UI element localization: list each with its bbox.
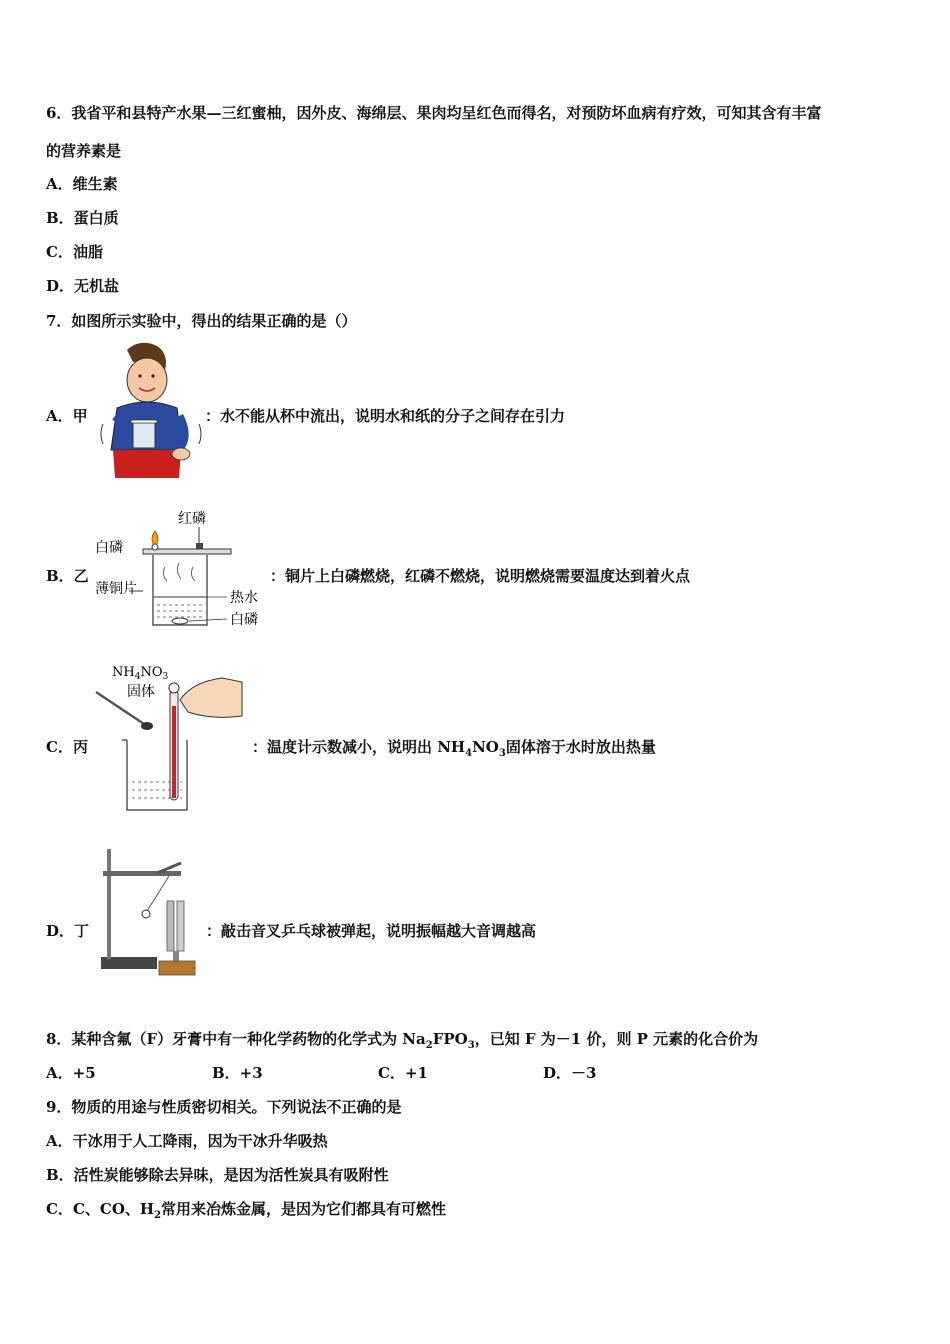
q8-option-b: B．+3 (212, 1064, 263, 1082)
q7-option-d-label: D．丁 (46, 922, 90, 940)
q6-option-b: B．蛋白质 (46, 209, 119, 227)
label-solid: 固体 (127, 684, 155, 700)
q8-option-d: D．－3 (543, 1064, 597, 1082)
label-copper-sheet: 薄铜片 (95, 581, 137, 597)
tuning-fork-figure (95, 845, 205, 980)
q7-stem: 7．如图所示实验中，得出的结果正确的是（） (46, 312, 357, 330)
q7-option-c-text: ：温度计示数减小，说明出 $NH_4NO_3$固体溶于水时放出热量 (252, 738, 656, 759)
q7-option-c-label: C．丙 (46, 738, 88, 756)
label-nh4no3: $NH_4NO_3$ (112, 665, 169, 682)
q9-stem: 9．物质的用途与性质密切相关。下列说法不正确的是 (46, 1098, 402, 1116)
label-red-phosphorus: 红磷 (178, 511, 206, 527)
q6-option-c: C．油脂 (46, 243, 103, 261)
phosphorus-combustion-figure (95, 505, 275, 630)
q9-option-b: B．活性炭能够除去异味，是因为活性炭具有吸附性 (46, 1166, 389, 1184)
q6-option-d: D．无机盐 (46, 277, 120, 295)
q8-stem: 8．某种含氟（F）牙膏中有一种化学药物的化学式为 $Na_2FPO_3$，已知 F 为－1 价，则 P 元素的化合价为 (46, 1030, 759, 1051)
q6-stem-line2: 的营养素是 (46, 142, 122, 160)
q9-option-a: A．干冰用于人工降雨，因为干冰升华吸热 (46, 1132, 328, 1150)
q9-option-c: C．C、CO、$H_2$常用来冶炼金属，是因为它们都具有可燃性 (46, 1200, 447, 1221)
thermometer-beaker-figure (92, 660, 252, 815)
q7-option-b-label: B．乙 (46, 567, 89, 585)
q8-option-a: A．+5 (46, 1064, 96, 1082)
q7-option-d-text: ：敲击音叉乒乓球被弹起，说明振幅越大音调越高 (206, 922, 537, 940)
q6-option-a: A．维生素 (46, 175, 118, 193)
q7-option-b-text: ：铜片上白磷燃烧，红磷不燃烧，说明燃烧需要温度达到着火点 (270, 567, 691, 585)
label-white-phosphorus-bottom: 白磷 (230, 612, 258, 628)
q7-option-a-label: A．甲 (46, 407, 88, 425)
q7-option-a-text: ：水不能从杯中流出，说明水和纸的分子之间存在引力 (205, 407, 566, 425)
label-hot-water: 热水 (230, 590, 258, 606)
q6-stem-line1: 6．我省平和县特产水果—三红蜜柚，因外皮、海绵层、果肉均呈红色而得名，对预防坏血病有疗效，可知其含有丰富 (46, 104, 822, 122)
boy-with-cup-figure (95, 340, 210, 480)
q8-option-c: C．+1 (378, 1064, 428, 1082)
label-white-phosphorus-top: 白磷 (95, 540, 123, 556)
